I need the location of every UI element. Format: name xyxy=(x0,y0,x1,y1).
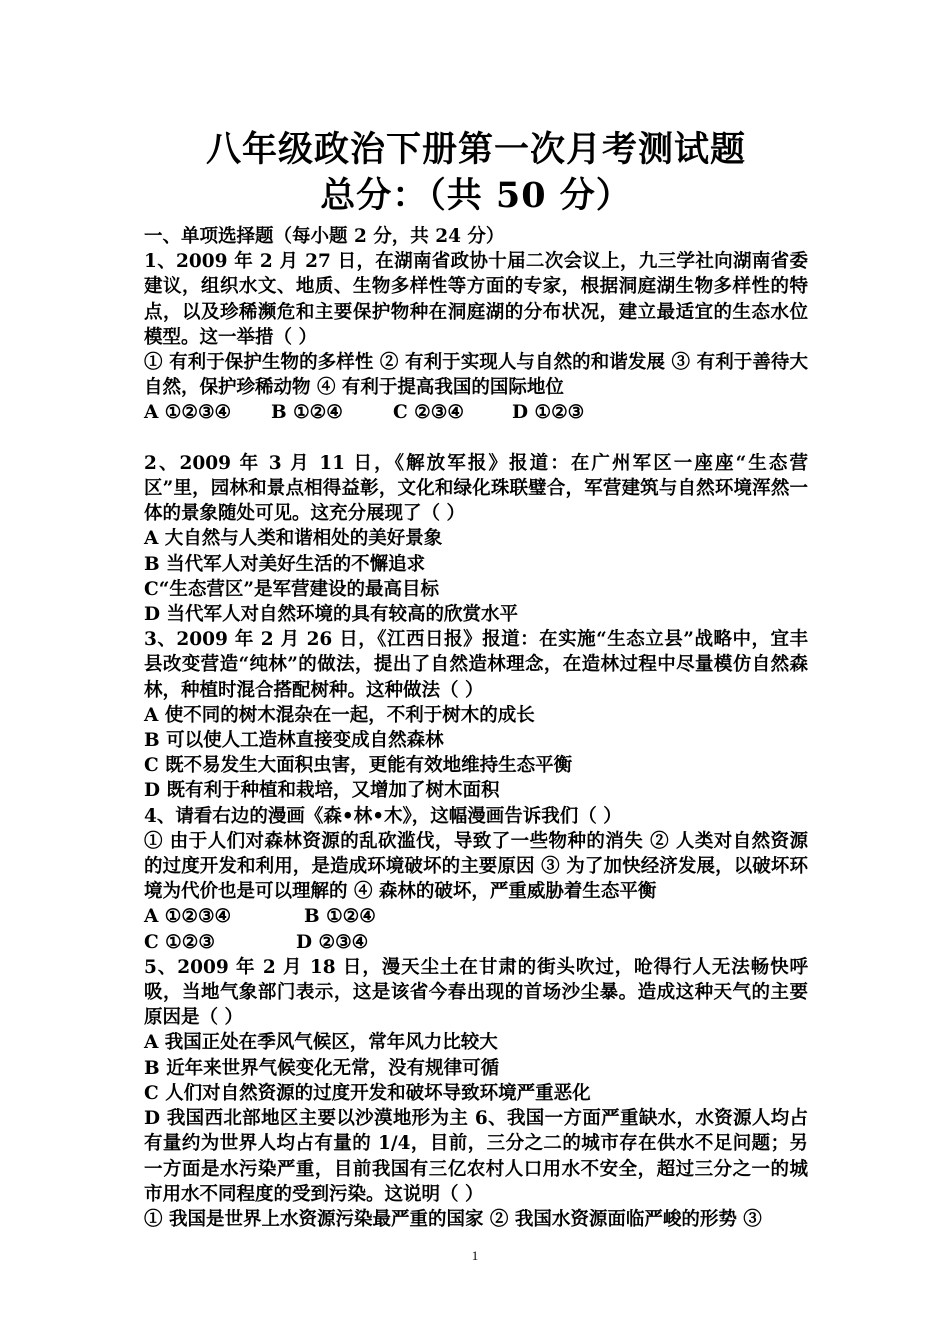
option-c: C ①②③ xyxy=(144,931,215,953)
document-page xyxy=(144,128,808,1232)
question-2-option-b: B 当代军人对美好生活的不懈追求 xyxy=(144,553,426,575)
question-4-options-row1 xyxy=(144,904,808,929)
document-subtitle: 总分：（共 50 分） xyxy=(320,175,632,216)
question-4-items: ① 由于人们对森林资源的乱砍滥伐，导致了一些物种的消失 ② 人类对自然资源的过度开发和利用，是造成环境破坏的主要原因 ③ 为了加快经济发展，以破坏环境为代价也是可以理解的 ④ 森林的破坏，严重威胁着生态平衡 xyxy=(144,830,808,903)
option-b: B ①②④ xyxy=(271,402,343,424)
question-5-option-c: C 人们对自然资源的过度开发和破坏导致环境严重恶化 xyxy=(144,1082,591,1104)
question-1-items: ① 有利于保护生物的多样性 ② 有利于实现人与自然的和谐发展 ③ 有利于善待大自然，保护珍稀动物 ④ 有利于提高我国的国际地位 xyxy=(144,352,808,399)
question-5-option-d-and-question-6: D 我国西北部地区主要以沙漠地形为主 6、我国一方面严重缺水，水资源人均占有量约为世界人均占有量的 1/4，目前，三分之二的城市存在供水不足问题；另一方面是水污染严重，目前我国有三亿农村人口用水不安全，超过三分之一的城市用水不同程度的受到污染。这说明（ ） xyxy=(144,1108,808,1205)
question-6-items: ① 我国是世界上水资源污染最严重的国家 ② 我国水资源面临严峻的形势 ③ xyxy=(144,1208,762,1230)
question-5-stem: 5、2009 年 2 月 18 日，漫天尘土在甘肃的街头吹过，呛得行人无法畅快呼吸，当地气象部门表示，这是该省今春出现的首场沙尘暴。造成这种天气的主要原因是（ ） xyxy=(144,956,808,1029)
question-3-option-a: A 使不同的树木混杂在一起，不利于树木的成长 xyxy=(144,704,535,726)
question-5-option-b: B 近年来世界气候变化无常，没有规律可循 xyxy=(144,1057,500,1079)
option-d: D ②③④ xyxy=(296,931,369,953)
question-3-option-d: D 既有利于种植和栽培，又增加了树木面积 xyxy=(144,780,500,802)
question-2-option-d: D 当代军人对自然环境的具有较高的欣赏水平 xyxy=(144,604,518,626)
option-b: B ①②④ xyxy=(304,906,376,928)
blank-line xyxy=(144,426,808,451)
question-1-options xyxy=(144,400,808,425)
document-title: 八年级政治下册第一次月考测试题 xyxy=(205,129,746,170)
question-2-stem: 2、2009 年 3 月 11 日，《解放军报》报道：在广州军区一座座“生态营区”里，园林和景点相得益彰，文化和绿化珠联璧合，军营建筑与自然环境浑然一体的景象随处可见。这充分展现了（ ） xyxy=(144,452,808,525)
page-number: 1 xyxy=(471,1248,479,1263)
question-4-options-row2 xyxy=(144,930,808,955)
question-3-option-c: C 既不易发生大面积虫害，更能有效地维持生态平衡 xyxy=(144,755,573,777)
question-3-option-b: B 可以使人工造林直接变成自然森林 xyxy=(144,730,444,752)
question-3-stem: 3、2009 年 2 月 26 日，《江西日报》报道：在实施“生态立县”战略中，宜丰县改变营造“纯林”的做法，提出了自然造林理念，在造林过程中尽量模仿自然森林，种植时混合搭配树种。这种做法（ ） xyxy=(144,629,808,701)
section-heading: 一、单项选择题（每小题 2 分，共 24 分） xyxy=(144,226,505,247)
question-1-stem: 1、2009 年 2 月 27 日，在湖南省政协十届二次会议上，九三学社向湖南省委建议，组织水文、地质、生物多样性等方面的专家，根据洞庭湖生物多样性的特点，以及珍稀濒危和主要保护物种在洞庭湖的分布状况，建立最适宜的生态水位模型。这一举措（ ） xyxy=(144,251,808,348)
question-4-stem: 4、请看右边的漫画《森•林•木》，这幅漫画告诉我们（ ） xyxy=(144,805,622,827)
option-a: A ①②③④ xyxy=(144,906,232,928)
option-a: A ①②③④ xyxy=(144,402,232,424)
question-5-option-a: A 我国正处在季风气候区，常年风力比较大 xyxy=(144,1032,498,1054)
option-c: C ②③④ xyxy=(393,402,464,424)
option-d: D ①②③ xyxy=(512,402,585,424)
question-2-option-c: C“生态营区”是军营建设的最高目标 xyxy=(144,578,440,600)
question-2-option-a: A 大自然与人类和谐相处的美好景象 xyxy=(144,528,443,550)
